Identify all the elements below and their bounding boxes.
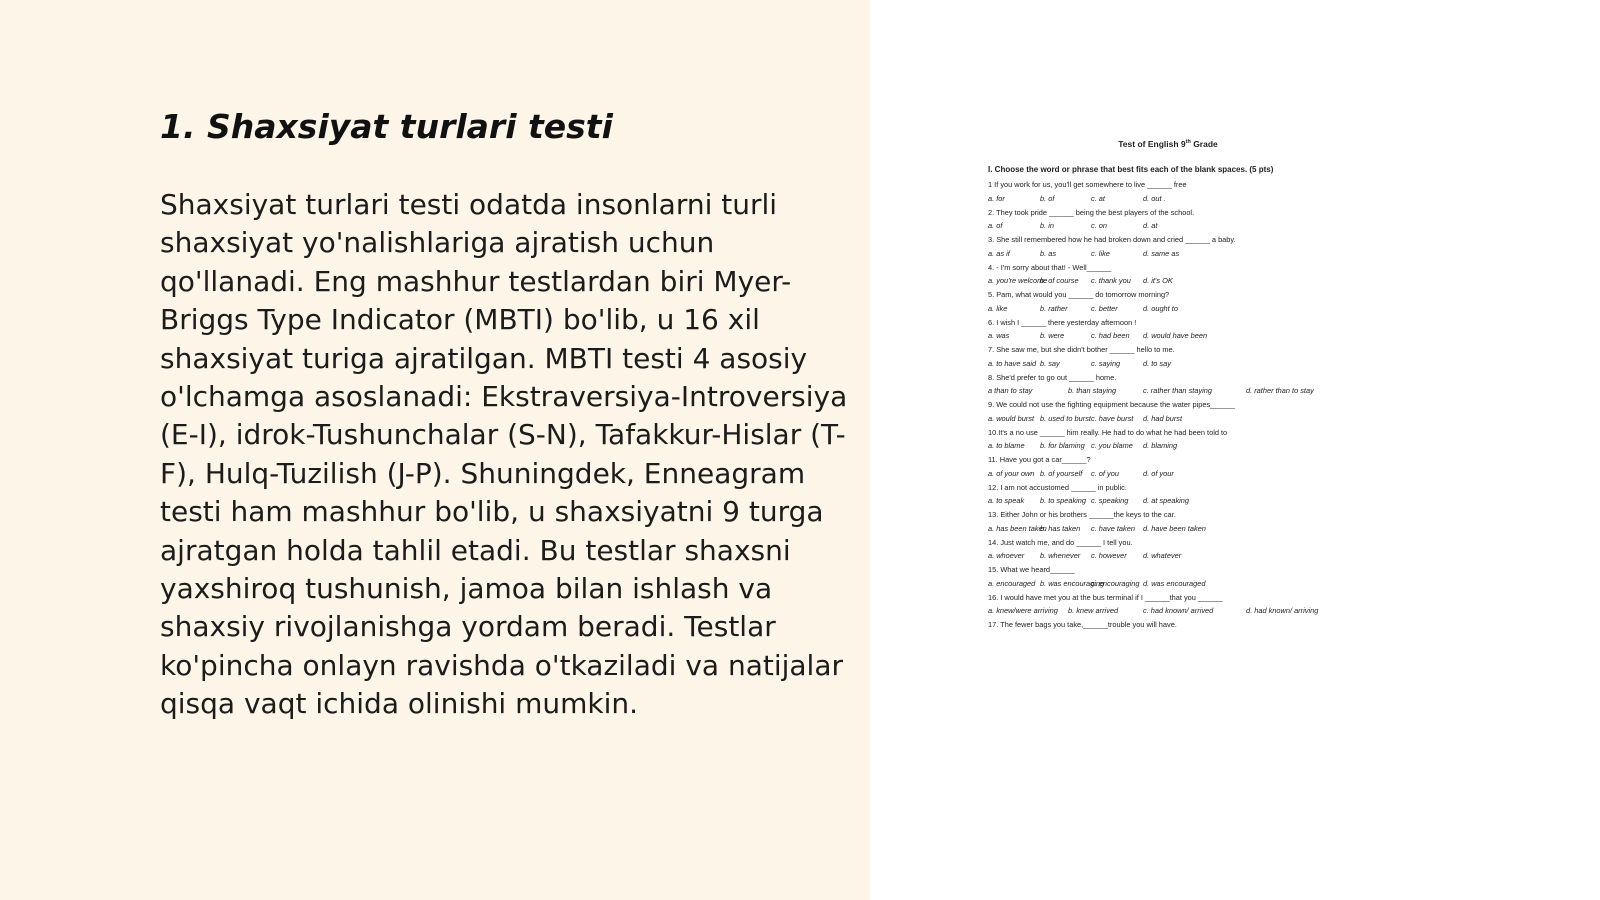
answer-option: c. have taken xyxy=(1091,523,1135,533)
answer-option: c. thank you xyxy=(1091,276,1131,286)
answer-option: b. whenever xyxy=(1040,551,1081,561)
answer-option: b. has taken xyxy=(1040,523,1081,533)
answer-option: a than to stay xyxy=(988,386,1033,396)
question-text: 17. The fewer bags you take,______trouble you will have. xyxy=(988,620,1177,629)
answer-option: d. same as xyxy=(1143,248,1180,258)
question-text: 2. They took pride ______ being the best players of the school. xyxy=(988,207,1195,217)
question-options xyxy=(988,412,1368,426)
question-text: 8. She'd prefer to go out ______ home. xyxy=(988,372,1117,382)
question-options xyxy=(988,192,1368,206)
question-item xyxy=(988,453,1368,481)
answer-option: b. of yourself xyxy=(1040,468,1083,478)
answer-option: a. like xyxy=(988,303,1008,313)
answer-option: d. it's OK xyxy=(1143,276,1173,286)
answer-option: d. rather than to stay xyxy=(1246,386,1314,396)
answer-option: c. speaking xyxy=(1091,496,1129,506)
question-text: 11. Have you got a car______? xyxy=(988,455,1091,464)
answer-option: d. at speaking xyxy=(1143,496,1190,506)
question-text: 6. I wish I ______ there yesterday afternoon ! xyxy=(988,317,1137,327)
question-item xyxy=(988,618,1368,632)
answer-option: a. as if xyxy=(988,248,1010,258)
answer-option: a. you're welcome xyxy=(988,276,1048,286)
test-sheet-title-sup: th xyxy=(1185,139,1191,145)
answer-option: b. were xyxy=(1040,331,1065,341)
answer-option: c. you blame xyxy=(1091,441,1133,451)
question-options xyxy=(988,357,1368,371)
question-text: 16. I would have met you at the bus terminal if I ______that you ______ xyxy=(988,592,1223,602)
question-item xyxy=(988,206,1368,234)
test-sheet-title-main: Test of English 9 xyxy=(1118,138,1186,149)
question-item xyxy=(988,316,1368,344)
answer-option: c. however xyxy=(1091,551,1127,561)
answer-option: b. of xyxy=(1040,193,1055,203)
slide-body-text: Shaxsiyat turlari testi odatda insonlarni turli shaxsiyat yo'nalishlariga ajratish uchun qo'llanadi. Eng mashhur testlardan biri Myer-Briggs Type Indicator (MBTI) bo'lib, u 16 xil shaxsiyat turiga ajratilgan. MBTI testi 4 asosiy o'lchamga asoslanadi: Ekstraversiya-Introversiya (E-I), idrok-Tushunchalar (S-N), Tafakkur-Hislar (T-F), Hulq-Tuzilish (J-P). Shuningdek, Enneagram testi ham mashhur bo'lib, u shaxsiyatni 9 turga ajratgan holda tahlil etadi. Bu testlar shaxsni yaxshiroq tushunish, jamoa bilan ishlash va shaxsiy rivojlanishga yordam beradi. Testlar ko'pincha onlayn ravishda o'tkaziladi va natijalar qisqa vaqt ichida olinishi mumkin. xyxy=(160,188,848,721)
question-item xyxy=(988,371,1368,399)
question-options xyxy=(988,274,1368,288)
answer-option: c. encouraging xyxy=(1091,578,1140,588)
answer-option: c. had been xyxy=(1091,331,1130,341)
question-text: 1 If you work for us, you'll get somewhere to live ______ free xyxy=(988,180,1187,189)
answer-option: c. of you xyxy=(1091,468,1119,478)
answer-option: b. used to burst xyxy=(1040,413,1091,423)
answer-option: d. blaming xyxy=(1143,441,1178,451)
question-text: 5. Pam, what would you ______ do tomorrow morning? xyxy=(988,290,1170,299)
question-options xyxy=(988,219,1368,233)
answer-option: d. ought to xyxy=(1143,303,1178,313)
question-text: 12. I am not accustomed ______ in public. xyxy=(988,482,1127,492)
answer-option: b. rather xyxy=(1040,303,1068,313)
question-item xyxy=(988,563,1368,591)
answer-option: a. to blame xyxy=(988,441,1025,451)
question-text: 15. What we heard______ xyxy=(988,565,1075,574)
question-item xyxy=(988,288,1368,316)
answer-option: b. to speaking xyxy=(1040,496,1087,506)
answer-option: c. at xyxy=(1091,193,1105,203)
answer-option: a. whoever xyxy=(988,551,1025,561)
answer-option: b. was encouraging xyxy=(1040,578,1105,588)
question-item xyxy=(988,398,1368,426)
question-item xyxy=(988,481,1368,509)
question-text: 7. She saw me, but she didn't bother ______ hello to me. xyxy=(988,345,1175,354)
question-options xyxy=(988,439,1368,453)
answer-option: d. had known/ arriving xyxy=(1246,606,1319,616)
question-options xyxy=(988,494,1368,508)
answer-option: c. rather than staying xyxy=(1143,386,1213,396)
answer-option: a. encouraged xyxy=(988,578,1036,588)
answer-option: b. for blaming xyxy=(1040,441,1085,451)
answer-option: c. had known/ arrived xyxy=(1143,606,1214,616)
answer-option: a. to have said xyxy=(988,358,1037,368)
answer-option: a. would burst xyxy=(988,413,1035,423)
test-sheet-title xyxy=(968,136,1368,148)
question-item xyxy=(988,261,1368,289)
test-sheet-title-end: Grade xyxy=(1190,138,1218,149)
test-sheet-instruction: I. Choose the word or phrase that best fits each of the blank spaces. (5 pts) xyxy=(988,165,1274,174)
answer-option: c. have burst xyxy=(1091,413,1134,423)
question-text: 14. Just watch me, and do ______ I tell you. xyxy=(988,537,1133,547)
question-text: 3. She still remembered how he had broken down and cried ______ a baby. xyxy=(988,235,1236,244)
question-item xyxy=(988,536,1368,564)
answer-option: d. was encouraged xyxy=(1143,578,1206,588)
answer-option: d. whatever xyxy=(1143,551,1182,561)
answer-option: a. knew/were arriving xyxy=(988,606,1058,616)
slide-title: 1. Shaxsiyat turlari testi xyxy=(160,107,613,146)
answer-option: d. have been taken xyxy=(1143,523,1206,533)
question-item xyxy=(988,426,1368,454)
question-item xyxy=(988,178,1368,206)
answer-option: b. of course xyxy=(1040,276,1079,286)
question-item xyxy=(988,343,1368,371)
question-list xyxy=(988,178,1368,632)
answer-option: d. out . xyxy=(1143,193,1166,203)
question-options xyxy=(988,467,1368,481)
question-options xyxy=(988,329,1368,343)
answer-option: b. say xyxy=(1040,358,1060,368)
question-options xyxy=(988,604,1368,618)
answer-option: a. of xyxy=(988,221,1003,231)
answer-option: a. has been taken xyxy=(988,523,1047,533)
question-text: 13. Either John or his brothers ______the keys to the car. xyxy=(988,510,1176,519)
answer-option: a. for xyxy=(988,193,1005,203)
question-options xyxy=(988,577,1368,591)
question-item xyxy=(988,591,1368,619)
question-item xyxy=(988,233,1368,261)
answer-option: d. at xyxy=(1143,221,1158,231)
answer-option: a. to speak xyxy=(988,496,1025,506)
question-options xyxy=(988,549,1368,563)
answer-option: d. to say xyxy=(1143,358,1171,368)
question-text: 10.It's a no use ______ him really. He had to do what he had been told to xyxy=(988,427,1228,437)
answer-option: b. in xyxy=(1040,221,1054,231)
question-text: 4. - I'm sorry about that! - Well______ xyxy=(988,262,1112,272)
answer-option: a. of your own xyxy=(988,468,1035,478)
answer-option: d. would have been xyxy=(1143,331,1208,341)
answer-option: d. of your xyxy=(1143,468,1174,478)
answer-option: c. on xyxy=(1091,221,1108,231)
question-options xyxy=(988,247,1368,261)
question-options xyxy=(988,302,1368,316)
question-text: 9. We could not use the fighting equipment because the water pipes______ xyxy=(988,400,1235,409)
answer-option: a. was xyxy=(988,331,1010,341)
question-options xyxy=(988,522,1368,536)
answer-option: b. knew arrived xyxy=(1068,606,1119,616)
test-sheet-image xyxy=(988,136,1368,636)
answer-option: c. saying xyxy=(1091,358,1121,368)
answer-option: b. as xyxy=(1040,248,1057,258)
answer-option: b. than staying xyxy=(1068,386,1117,396)
question-item xyxy=(988,508,1368,536)
answer-option: c. like xyxy=(1091,248,1110,258)
answer-option: d. had burst xyxy=(1143,413,1183,423)
answer-option: c. better xyxy=(1091,303,1118,313)
question-options xyxy=(988,384,1368,398)
